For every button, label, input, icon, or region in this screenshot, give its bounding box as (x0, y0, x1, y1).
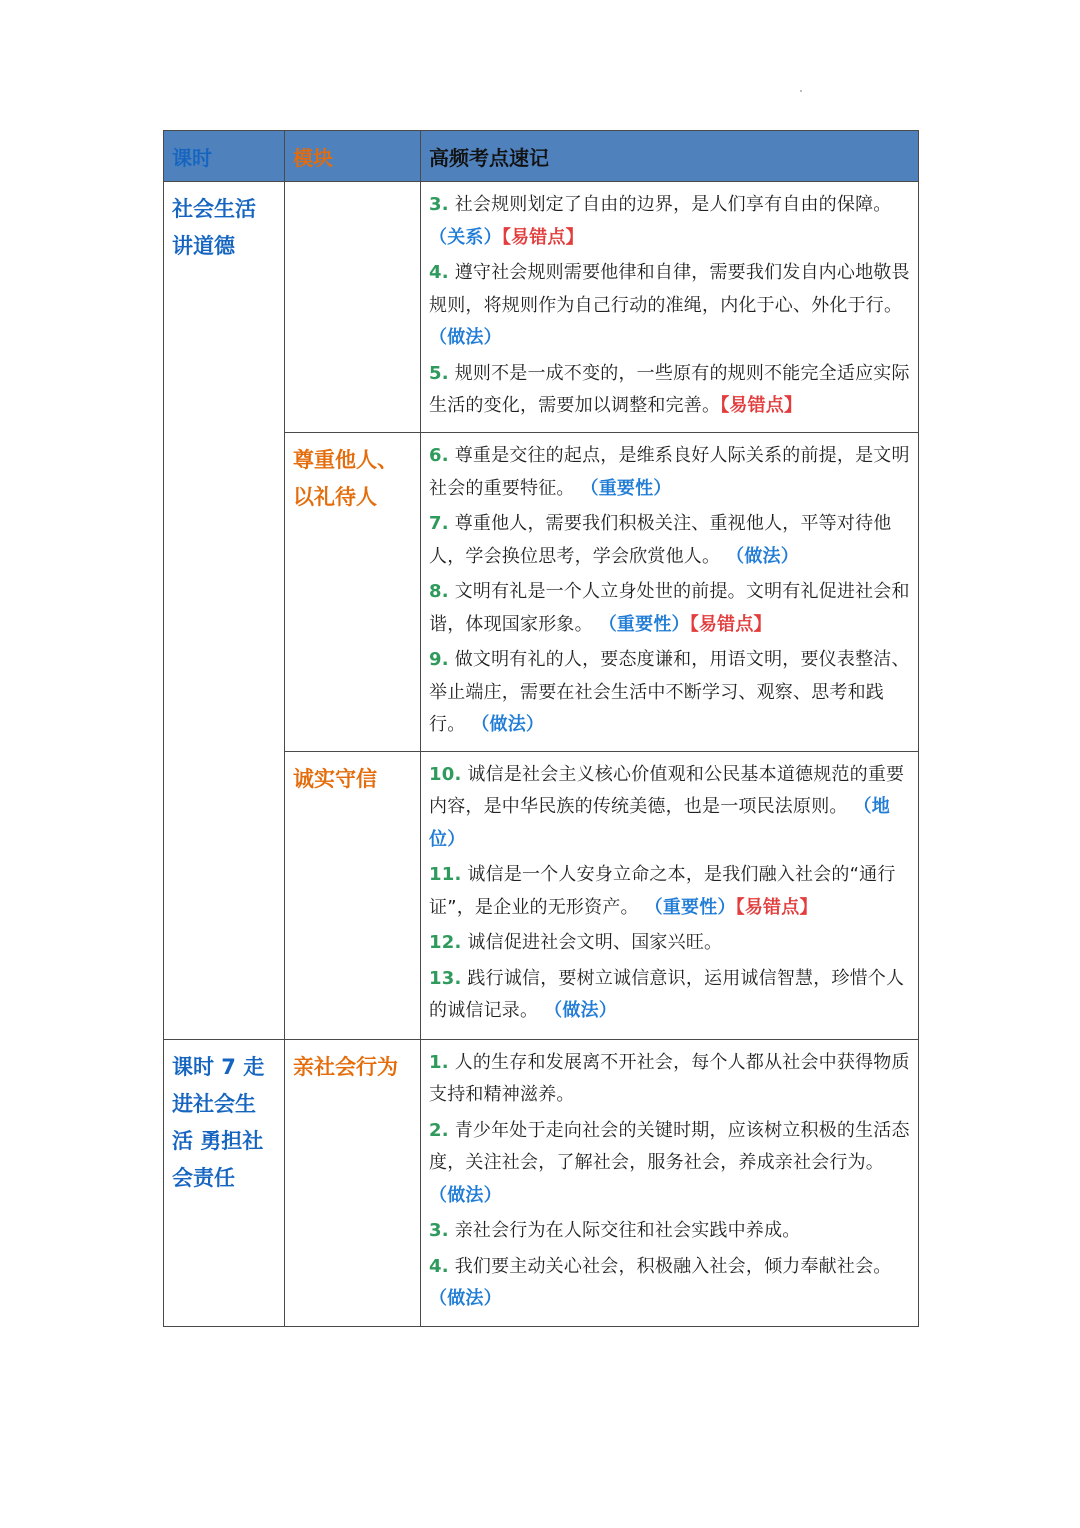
tag-practice: （做法） (544, 1000, 617, 1021)
point-number: 4. (429, 1255, 449, 1277)
table-row (164, 182, 919, 433)
tag-practice: （做法） (429, 1184, 502, 1206)
module-cell (285, 182, 421, 433)
point-item (429, 759, 912, 857)
point-text: 践行诚信，要树立诚信意识，运用诚信智慧，珍惜个人的诚信记录。 (429, 967, 905, 1021)
points-cell (421, 433, 919, 752)
point-item (429, 963, 912, 1028)
tag-practice: （做法） (726, 545, 799, 567)
point-text: 文明有礼是一个人立身处世的前提。文明有礼促进社会和谐，体现国家形象。 (429, 581, 910, 635)
point-text: 遵守社会规则需要他律和自律，需要我们发自内心地敬畏规则，将规则作为自己行动的准绳，内化于心、外化于行。 (429, 262, 910, 316)
point-item (429, 189, 912, 254)
tag-importance: （重要性） (580, 477, 672, 499)
module-cell: 诚实守信 (285, 751, 421, 1039)
point-number: 13. (429, 967, 462, 989)
point-number: 4. (429, 262, 449, 283)
point-item (429, 440, 912, 505)
point-item (429, 1115, 912, 1213)
table-row (164, 1039, 919, 1326)
point-text: 规则不是一成不变的，一些原有的规则不能完全适应实际生活的变化，需要加以调整和完善。 (429, 362, 910, 416)
header-module: 模块 (285, 131, 421, 182)
point-number: 10. (429, 763, 462, 785)
point-item (429, 1215, 912, 1248)
point-item (429, 508, 912, 573)
point-number: 6. (429, 445, 449, 466)
tag-importance: （重要性） (598, 613, 690, 635)
header-points: 高频考点速记 (421, 131, 919, 182)
point-text: 做文明有礼的人，要态度谦和，用语文明，要仪表整洁、举止端庄，需要在社会生活中不断学习、观察、思考和践行。 (429, 649, 910, 735)
point-number: 11. (429, 864, 462, 885)
tag-practice: （做法） (429, 327, 502, 348)
point-item (429, 1251, 912, 1316)
point-text: 尊重他人，需要我们积极关注、重视他人，平等对待他人，学会换位思考，学会欣赏他人。 (429, 513, 892, 567)
point-item (429, 358, 912, 423)
point-text: 尊重是交往的起点，是维系良好人际关系的前提，是文明社会的重要特征。 (429, 445, 910, 499)
point-number: 9. (429, 649, 449, 670)
point-text: 我们要主动关心社会，积极融入社会，倾力奉献社会。 (454, 1255, 892, 1277)
tag-error: 【易错点】 (720, 395, 803, 416)
point-item (429, 1047, 912, 1112)
module-cell: 尊重他人、以礼待人 (285, 433, 421, 752)
module-cell: 亲社会行为 (285, 1039, 421, 1326)
point-number: 3. (429, 194, 449, 215)
point-text: 社会规则划定了自由的边界，是人们享有自由的保障。 (454, 194, 892, 215)
point-item (429, 576, 912, 641)
point-text: 诚信促进社会文明、国家兴旺。 (467, 932, 723, 953)
tag-importance: （重要性） (644, 896, 736, 918)
point-number: 8. (429, 581, 449, 602)
point-text: 人的生存和发展离不开社会，每个人都从社会中获得物质支持和精神滋养。 (429, 1051, 910, 1105)
lesson-cell: 课时 7 走进社会生活 勇担社会责任 (164, 1039, 285, 1326)
tag-error: 【易错点】 (689, 613, 772, 635)
point-item (429, 644, 912, 742)
point-item (429, 927, 912, 960)
points-cell (421, 1039, 919, 1326)
point-item (429, 257, 912, 355)
point-number: 1. (429, 1051, 449, 1073)
points-cell (421, 751, 919, 1039)
study-notes-table (163, 130, 919, 1327)
header-lesson: 课时 (164, 131, 285, 182)
scan-dot-mark (800, 90, 802, 92)
point-text: 亲社会行为在人际交往和社会实践中养成。 (454, 1220, 801, 1241)
points-cell (421, 182, 919, 433)
tag-error: 【易错点】 (735, 896, 818, 918)
tag-practice: （做法） (429, 1288, 502, 1309)
point-number: 2. (429, 1119, 449, 1141)
point-text: 诚信是一个人安身立命之本，是我们融入社会的“通行证”，是企业的无形资产。 (429, 864, 896, 918)
point-text: 诚信是社会主义核心价值观和公民基本道德规范的重要内容，是中华民族的传统美德，也是一项民法原则。 (429, 763, 905, 817)
point-number: 12. (429, 932, 462, 953)
point-text: 青少年处于走向社会的关键时期，应该树立积极的生活态度，关注社会，了解社会，服务社会，养成亲社会行为。 (429, 1119, 910, 1173)
tag-error: 【易错点】 (501, 226, 584, 248)
tag-practice: （做法） (471, 714, 545, 735)
point-number: 3. (429, 1220, 449, 1241)
tag-status: （地位） (429, 796, 890, 850)
tag-relation: （关系） (429, 226, 502, 248)
point-number: 7. (429, 513, 449, 534)
lesson-cell: 社会生活讲道德 (164, 182, 285, 1040)
point-number: 5. (429, 362, 449, 384)
point-item (429, 859, 912, 924)
table-header-row (164, 131, 919, 182)
